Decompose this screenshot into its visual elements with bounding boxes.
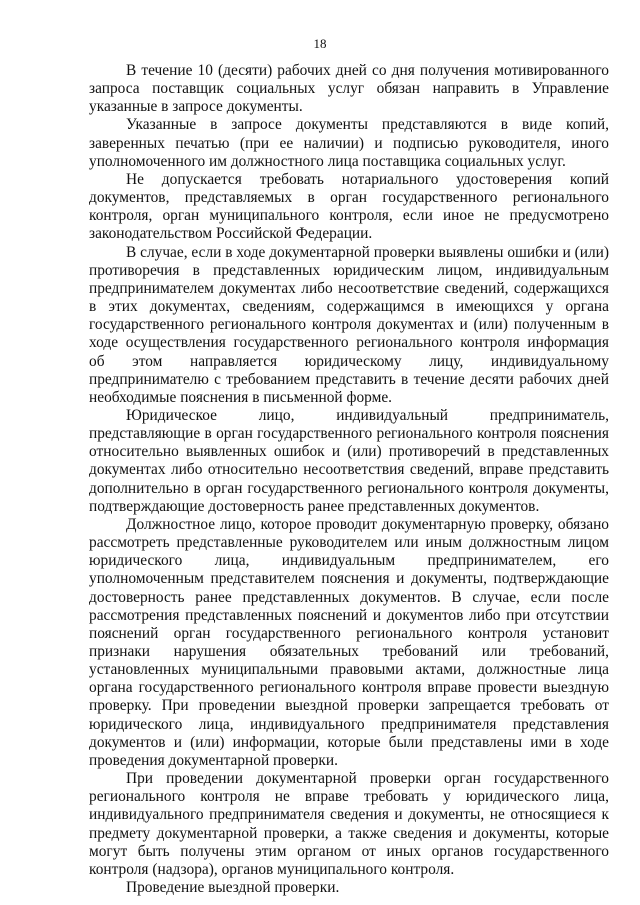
paragraph-restrictions: При проведении документарной проверки орган государственного регионального контроля не вправе требовать у юридического лица, индивидуального предпринимателя сведения и документы, не относящиеся к предмету документарной проверки, а также сведения и документы, которые могут быть получены этим органом от иных органов государственного контроля (надзора), органов муниципального контроля. xyxy=(89,770,609,878)
paragraph-official-review: Должностное лицо, которое проводит документарную проверку, обязано рассмотреть представленные руководителем или иным должностным лицом юридического лица, индивидуальным предпринимателем, его уполномоченным представителем пояснения и документы, подтверждающие достоверность ранее представленных документов. В случае, если после рассмотрения представленных пояснений и документов либо при отсутствии пояснений орган государственного регионального контроля установит признаки нарушения обязательных требований или требований, установленных муниципальными правовыми актами, должностные лица органа государственного регионального контроля вправе провести выездную проверку. При проведении выездной проверки запрещается требовать от юридического лица, индивидуального предпринимателя представления документов и (или) информации, которые были представлены ими в ходе проведения документарной проверки. xyxy=(89,515,609,769)
paragraph-onsite-inspection: Проведение выездной проверки. xyxy=(126,879,340,897)
document-body xyxy=(89,62,609,897)
paragraph-explanations: Юридическое лицо, индивидуальный предприниматель, представляющие в орган государственного регионального контроля пояснения относительно выявленных ошибок и (или) противоречий в представленных документах либо относительно несоответствия сведений, вправе представить дополнительно в орган государственного регионального контроля документы, подтверждающие достоверность ранее представленных документов. xyxy=(89,406,609,515)
paragraph-document-copies: Указанные в запросе документы представляются в виде копий, заверенных печатью (при ее наличии) и подписью руководителя, иного уполномоченного им должностного лица поставщика социальных услуг. xyxy=(89,116,609,170)
page-number: 18 xyxy=(313,36,327,51)
paragraph-notarization: Не допускается требовать нотариального удостоверения копий документов, представляемых в орган государственного регионального контроля, орган муниципального контроля, если иное не предусмотрено законодательством Российской Федерации. xyxy=(89,170,609,243)
paragraph-response-deadline: В течение 10 (десяти) рабочих дней со дня получения мотивированного запроса поставщик социальных услуг обязан направить в Управление указанные в запросе документы. xyxy=(89,62,609,116)
paragraph-errors-found: В случае, если в ходе документарной проверки выявлены ошибки и (или) противоречия в представленных юридическим лицом, индивидуальным предпринимателем документах либо несоответствие сведений, содержащихся в этих документах, сведениям, содержащимся в имеющихся у органа государственного регионального контроля документах и (или) полученным в ходе осуществления государственного регионального контроля информация об этом направляется юридическому лицу, индивидуальному предпринимателю с требованием представить в течение десяти рабочих дней необходимые пояснения в письменной форме. xyxy=(89,243,609,406)
